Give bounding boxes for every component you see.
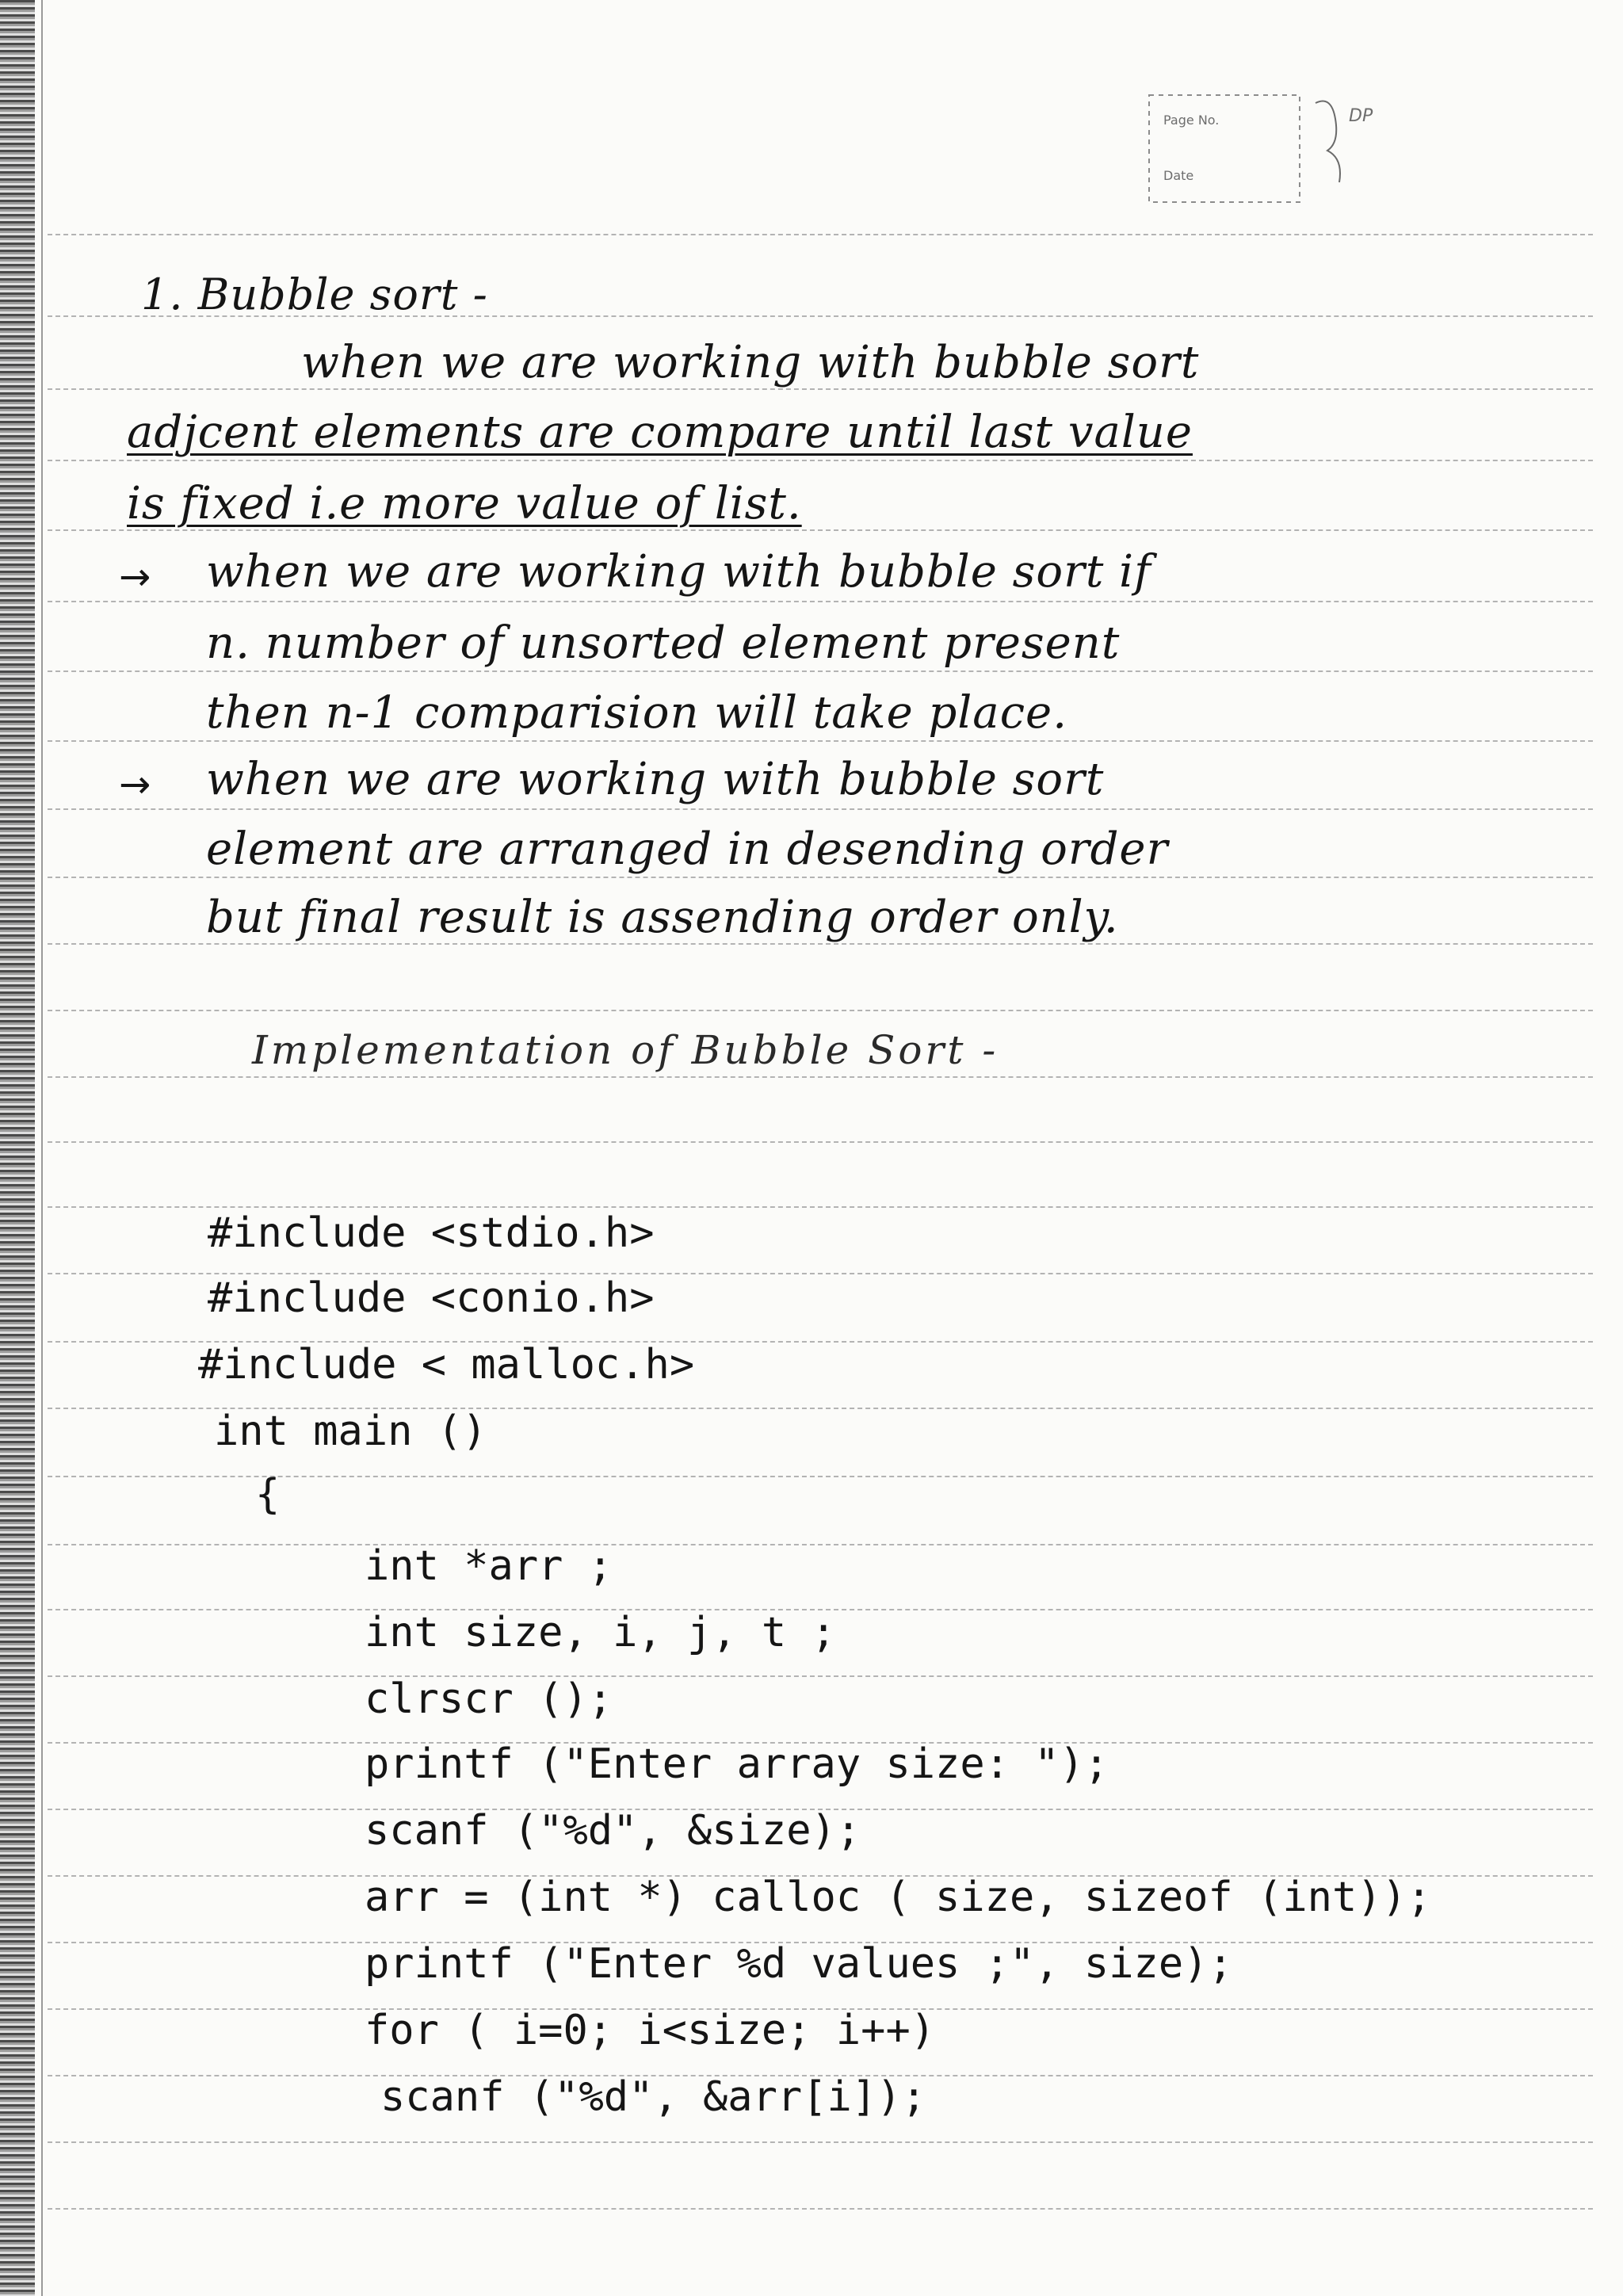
code-line: #include <conio.h> (208, 1274, 655, 1322)
bullet-arrow-icon: → (119, 762, 151, 807)
ruled-line (48, 234, 1593, 235)
code-line: #include <stdio.h> (208, 1209, 655, 1257)
bullet-1-line-1: when we are working with bubble sort if (206, 546, 1151, 598)
ruled-line (48, 740, 1593, 742)
code-line: printf ("Enter array size: "); (365, 1740, 1109, 1788)
ruled-line (48, 460, 1593, 461)
stamp-initials: DP (1349, 106, 1373, 126)
bullet-2-line-3: but final result is assending order only. (206, 892, 1119, 943)
code-line: printf ("Enter %d values ;", size); (365, 1940, 1233, 1988)
code-line: scanf ("%d", &size); (365, 1807, 861, 1855)
paragraph-line-3: is fixed i.e more value of list. (127, 478, 802, 529)
code-line: { (255, 1471, 281, 1519)
stamp-outline-icon (1141, 79, 1426, 218)
ruled-line (48, 1206, 1593, 1208)
code-line: clrscr (); (365, 1675, 613, 1723)
code-line: int *arr ; (365, 1542, 613, 1590)
ruled-line (48, 1010, 1593, 1011)
ruled-line (48, 1076, 1593, 1078)
paragraph-line-2: adjcent elements are compare until last value (127, 407, 1193, 458)
ruled-line (48, 2141, 1593, 2143)
page-date-stamp (1141, 79, 1426, 218)
bullet-1-line-3: then n-1 comparision will take place. (206, 687, 1067, 739)
code-line: #include < malloc.h> (198, 1341, 695, 1389)
code-line: scanf ("%d", &arr[i]); (380, 2073, 926, 2121)
section-heading: Implementation of Bubble Sort - (252, 1027, 999, 1073)
ruled-line (48, 808, 1593, 810)
bullet-2-line-1: when we are working with bubble sort (206, 754, 1105, 805)
ruled-line (48, 1675, 1593, 1677)
ruled-line (48, 388, 1593, 390)
ruled-line (48, 670, 1593, 672)
code-line: arr = (int *) calloc ( size, sizeof (int)); (365, 1874, 1432, 1921)
paragraph-line-1: when we are working with bubble sort (301, 337, 1200, 388)
ruled-line (48, 943, 1593, 945)
page-title: 1. Bubble sort - (141, 269, 488, 319)
ruled-line (48, 877, 1593, 878)
code-line: int main () (214, 1408, 487, 1455)
code-line: for ( i=0; i<size; i++) (365, 2007, 936, 2054)
ruled-line (48, 529, 1593, 531)
ruled-line (48, 1544, 1593, 1545)
stamp-page-label: Page No. (1163, 113, 1220, 128)
ruled-line (48, 1141, 1593, 1143)
bullet-1-line-2: n. number of unsorted element present (206, 617, 1121, 669)
bullet-arrow-icon: → (119, 555, 151, 599)
code-line: int size, i, j, t ; (365, 1609, 836, 1656)
notebook-binding-strip (0, 0, 35, 2296)
stamp-date-label: Date (1163, 168, 1194, 183)
bullet-2-line-2: element are arranged in desending order (206, 823, 1169, 875)
ruled-line (48, 601, 1593, 602)
ruled-line (48, 2208, 1593, 2210)
margin-line (41, 0, 43, 2296)
